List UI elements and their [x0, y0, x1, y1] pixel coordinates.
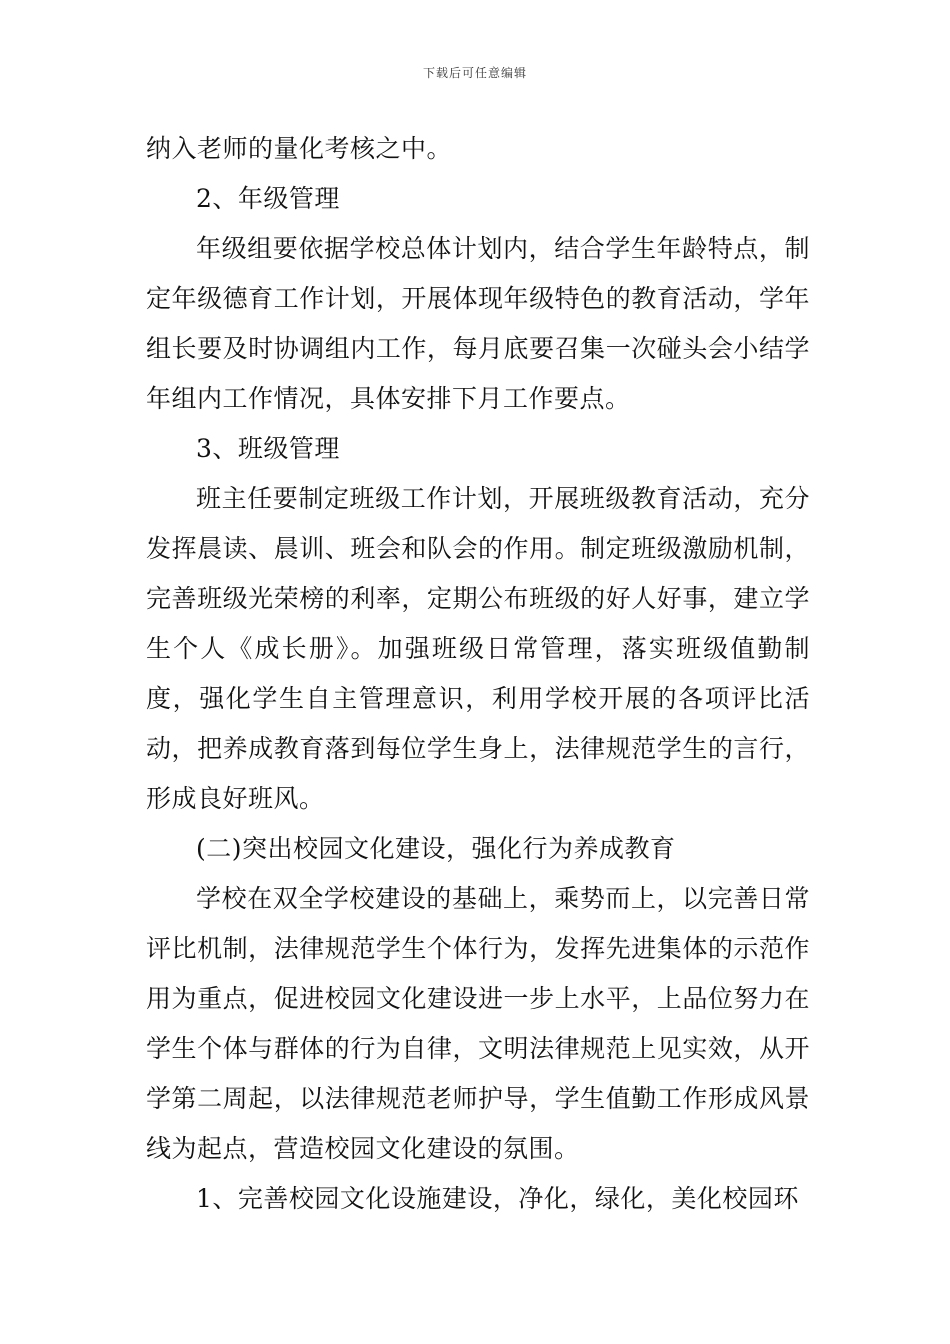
paragraph-facilities: 1、完善校园文化设施建设，净化，绿化，美化校园环: [196, 1184, 799, 1213]
paragraph-campus-culture: 学校在双全学校建设的基础上，乘势而上，以完善日常评比机制，法律规范学生个体行为，发挥先进集体的示范作用为重点，促进校园文化建设进一步上水平，上品位努力在学生个体与群体的行为自律，文明法律规范上见实效，从开学第二周起，以法律规范老师护导，学生值勤工作形成风景线为起点，营造校园文化建设的氛围。: [146, 884, 810, 1163]
heading-class-management: 3、班级管理: [196, 434, 340, 463]
heading-campus-culture: (二)突出校园文化建设，强化行为养成教育: [196, 834, 676, 863]
paragraph-class-management: 班主任要制定班级工作计划，开展班级教育活动，充分发挥晨读、晨训、班会和队会的作用。制定班级激励机制，完善班级光荣榜的利率，定期公布班级的好人好事，建立学生个人《成长册》。加强班级日常管理，落实班级值勤制度，强化学生自主管理意识，利用学校开展的各项评比活动，把养成教育落到每位学生身上，法律规范学生的言行，形成良好班风。: [146, 484, 810, 813]
paragraph-1: 纳入老师的量化考核之中。: [146, 134, 453, 163]
heading-grade-management: 2、年级管理: [196, 184, 340, 213]
page-header: 下载后可任意编辑: [422, 66, 527, 80]
paragraph-grade-management: 年级组要依据学校总体计划内，结合学生年龄特点，制定年级德育工作计划，开展体现年级特色的教育活动，学年组长要及时协调组内工作，每月底要召集一次碰头会小结学年组内工作情况，具体安排下月工作要点。: [146, 234, 810, 413]
document-body: [146, 124, 810, 1224]
